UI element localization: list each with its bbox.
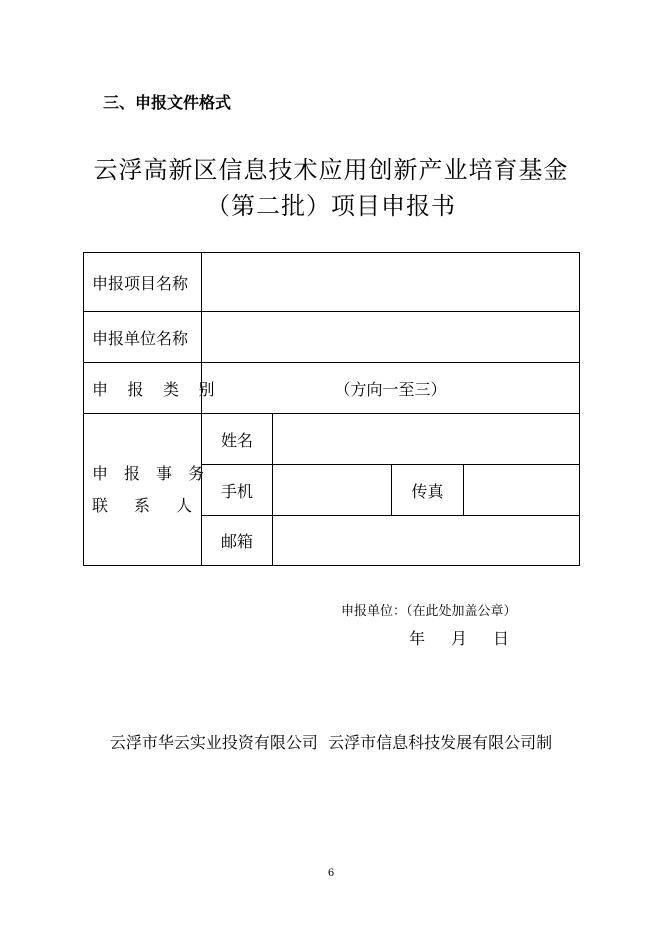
contact-label-char: 系 <box>133 495 150 515</box>
application-form-table <box>83 252 580 566</box>
issuing-organizations: 云浮市华云实业投资有限公司 云浮市信息科技发展有限公司制 <box>109 733 553 752</box>
date-month: 月 <box>451 629 468 648</box>
mobile-field[interactable] <box>273 465 392 516</box>
contact-label-char: 人 <box>175 495 192 515</box>
row-contact-name <box>84 414 580 465</box>
contact-label-line2 <box>92 490 192 522</box>
date-year: 年 <box>409 629 426 648</box>
document-title-line2: （第二批）项目申报书 <box>206 192 456 220</box>
category-field[interactable]: （方向一至三） <box>202 363 580 414</box>
project-name-field[interactable] <box>202 253 580 312</box>
unit-name-label: 申报单位名称 <box>84 312 202 363</box>
name-label: 姓名 <box>202 414 273 465</box>
email-label: 邮箱 <box>202 516 273 566</box>
row-project-name <box>84 253 580 312</box>
fax-field[interactable] <box>464 465 580 516</box>
date-day: 日 <box>493 629 510 648</box>
project-name-label: 申报项目名称 <box>84 253 202 312</box>
contact-person-label <box>84 414 221 566</box>
page-number: 6 <box>327 868 335 879</box>
contact-label-char: 联 <box>92 495 109 515</box>
row-unit-name <box>84 312 580 363</box>
category-label: 申 报 类 别 <box>84 363 202 414</box>
unit-name-field[interactable] <box>202 312 580 363</box>
mobile-label: 手机 <box>202 465 273 516</box>
contact-label-line1: 申报事务 <box>92 463 221 483</box>
row-category <box>84 363 580 414</box>
date-line <box>409 626 509 649</box>
document-title-line1: 云浮高新区信息技术应用创新产业培育基金 <box>93 156 569 184</box>
stamp-note: 申报单位：（在此处加盖公章） <box>341 604 517 619</box>
section-heading: 三、申报文件格式 <box>103 93 232 112</box>
email-field[interactable] <box>273 516 580 566</box>
fax-label: 传真 <box>392 465 464 516</box>
name-field[interactable] <box>273 414 580 465</box>
